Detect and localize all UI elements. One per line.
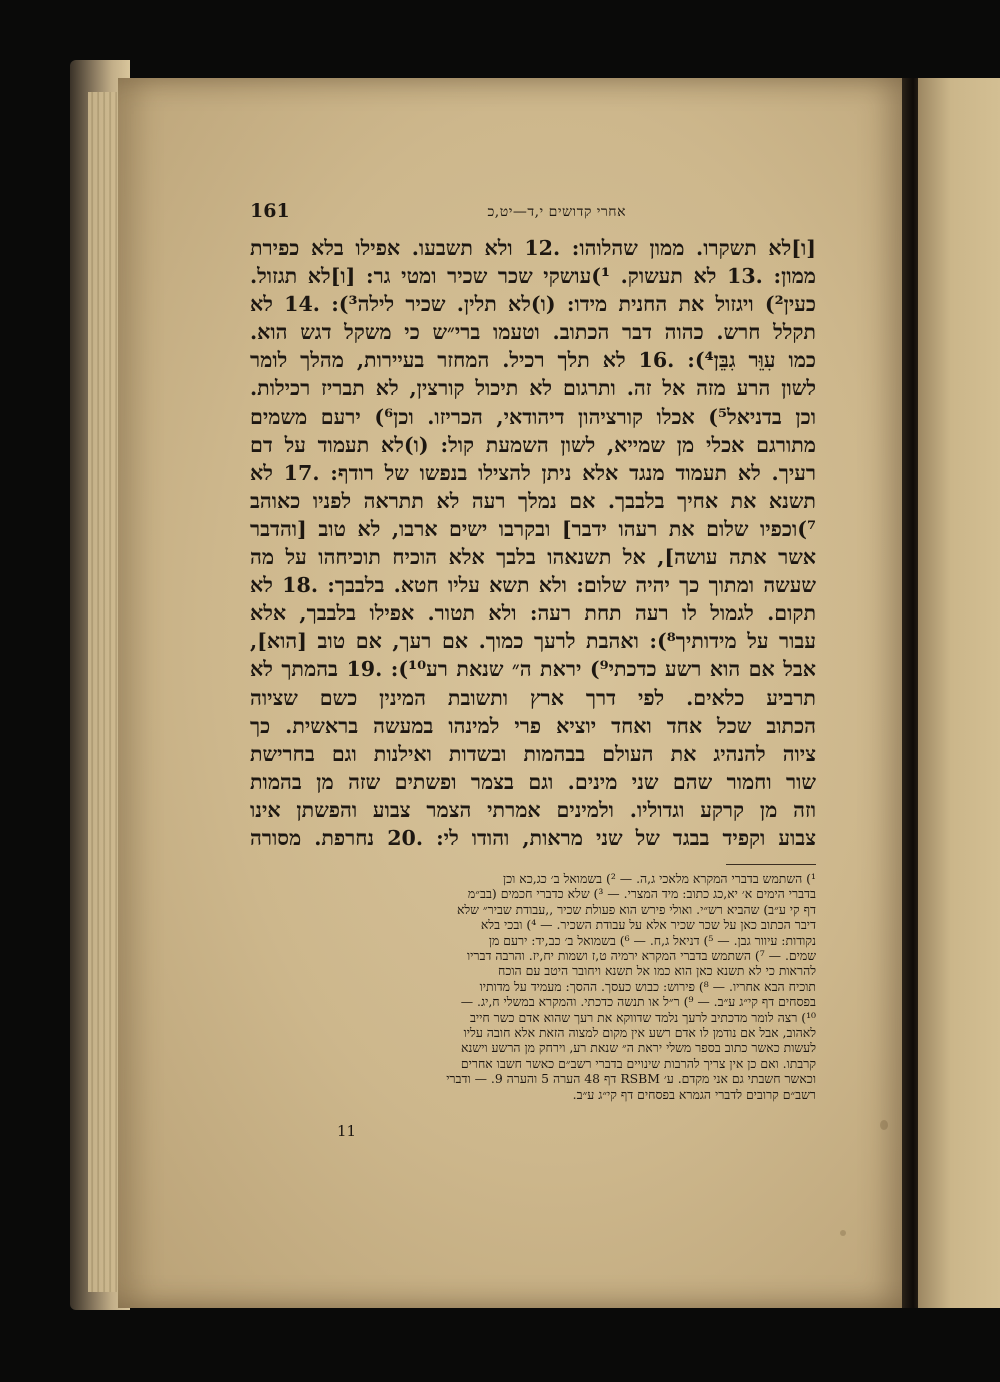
footnote-line: נקודות: עיוור גבן. — ⁵) דניאל ג,ח. — ⁶) בשמואל ב׳ כב,יד: ירעם מן <box>488 932 816 948</box>
footnote-line: תוכיח הבא אחריו. — ⁸) פירוש: כבוש כעסך. ההסך: מעמיד על מדותיו <box>479 978 816 994</box>
text-block <box>250 198 816 1148</box>
footnote-line: בדברי הימים א׳ יא,כג כתוב: מיד המצרי. — ³) שלא כדברי חכמים (בב״מ <box>467 886 816 902</box>
footnote-line: דיבר הכתוב כאן על שכר שכיר אלא על עבודת השכיר. — ⁴) ובכי בלא <box>480 917 816 933</box>
text-line: שעשה ומתוך כך יהיה שלום: ולא תשא עליו חטא. בלבבך: .18 לא <box>250 573 816 598</box>
footnote-line: וכאשר חשבתי גם אני מקדם. ע׳ RSBM דף 48 הערה 5 והערה 9. — ודברי <box>446 1071 816 1087</box>
footnote-line: קרבתו. ואם כן אין צריך להרבות שינויים בדברי רשב״ם כאשר חשבו אחרים <box>460 1055 816 1071</box>
footnote-line: רשב״ם קרובים לדברי הגמרא בפסחים דף קי״ג ע״ב. <box>572 1086 816 1102</box>
text-line: תקלל חרש. כהוה דבר הכתוב. וטעמו ברי״ש כי משקל דגש הוא. <box>250 320 816 345</box>
text-line: לשון הרע מזה אל זה. ותרגום לא תיכול קורצין, לא תבריז רכילות. <box>250 376 816 401</box>
text-line: ⁷)וכפיו שלום את רעהו ידבר] ובקרבו ישים ארבו, לא טוב [והדבר <box>250 516 816 541</box>
page-number: 161 <box>250 200 290 222</box>
footnote-line: ¹) השתמש בדברי המקרא מלאכי ג,ה. — ²) בשמואל ב׳ כג,כא וכן <box>502 871 816 887</box>
footnote-line: בפסחים דף קי״ג ע״ב. — ⁹) ר״ל או תנשה כדכתי. והמקרא במשלי ח,יג. — <box>460 994 816 1010</box>
text-line: [ו]לא תשקרו. ממון שהלוהו: .12 ולא תשבעו. אפילו בלא כפירת <box>250 236 816 260</box>
text-line: כעין²) ויגזול את החנית מידו: (ו)לא תלין. שכיר לילה³): .14 לא <box>250 292 816 317</box>
text-line: ממון: .13 לא תעשוק. ¹)עושקי שכר שכיר ומטי גר: [ו]לא תגזול. <box>250 264 816 289</box>
main-commentary-text <box>250 234 816 852</box>
text-line: תרביע כלאים. לפי דרך ארץ ותשובת המינין כשם שציוה <box>250 685 816 710</box>
text-line: וזה מן קרקע וגדוליו. ולמינים אמרתי הצמר צבוע והפשתן אינו <box>250 797 816 822</box>
text-line: הכתוב שכל אחד ואחד יוציא פרי למינהו במעשה בראשית. כך <box>250 713 816 738</box>
text-line: אשר אתה עושה], אל תשנאהו בלבך אלא הוכיח תוכיחהו על מה <box>250 545 816 570</box>
footnote-divider <box>726 864 816 865</box>
text-line: כמו עִוֵּר גִבֵּן⁴): .16 לא תלך רכיל. המחזר בעיירות, מהלך לומר <box>250 348 816 373</box>
paper-stain <box>840 1230 846 1236</box>
footnote-line: ¹⁰) רצה לומר מדכתיב לרעך נלמד שדווקא את רעך שהוא אדם כשר חייב <box>469 1009 816 1025</box>
running-head: אחרי קדושים י,ד—יט,כ <box>487 204 626 220</box>
text-line: רעיך. לא תעמוד מנגד אלא ניתן להצילו בנפשו של רודף: .17 לא <box>250 460 816 485</box>
page-header <box>250 198 816 234</box>
text-line: וכן בדניאל⁵) אכלו קורציהון דיהודאי, הכריזו. וכן⁶) ירעם משמים <box>250 404 816 429</box>
footnote-line: דף קי ע״ב) שהביא רש״י. ואולי פירש הוא פעולת שכיר ,,עבודת שביר״ שלא <box>456 901 816 917</box>
signature-mark: 11 <box>337 1122 357 1140</box>
text-line: עבור על מידותיך⁸): ואהבת לרעך כמוך. אם רעך, אם טוב [הוא], <box>250 629 816 654</box>
text-line: שור וחמור שהם שני מינים. וגם בצמר ופשתים שזה מן בהמות <box>250 769 816 794</box>
footnote-line: שמים. — ⁷) השתמש בדברי המקרא ירמיה ט,ז ושמות יח,יז. והרבה דבריו <box>466 948 816 964</box>
text-line: תקום. לגמול לו רעה תחת רעה: ולא תטור. אפילו בלבבך, אלא <box>250 601 816 626</box>
text-line: אבל אם הוא רשע כדכתי⁹) יראת ה״ שנאת רע¹⁰): .19 בהמתך לא <box>250 657 816 682</box>
footnotes <box>250 871 816 1102</box>
text-line: מתורגם אכלי מן שמייא, לשון השמעת קול: (ו)לא תעמוד על דם <box>250 432 816 457</box>
footnote-line: לאהוב, אבל אם נודמן לו אדם רשע אין מקום למצוה הזאת אלא חובה עליו <box>463 1024 816 1040</box>
text-line: ציוה להנהיג את העולם בבהמות ובשדות ואילנות וגם בחרישת <box>250 741 816 766</box>
text-line: תשנא את אחיך בלבבך. אם נמלך רעה לא תתראה לפניו כאוהב <box>250 488 816 513</box>
footnote-line: לעשות כאשר כתוב בספר משלי יראת ה״ שנאת רע, וירחק מן הרשע וישנא <box>460 1040 816 1056</box>
facing-page-edge <box>918 78 1000 1308</box>
paper-stain <box>880 1120 888 1130</box>
footnote-line: להראות כי לא תשנא כאן הוא כמו אל תשנא ויחובר היטב עם הוכח <box>498 963 816 979</box>
text-line: צבוע וקפיד בבגד של שני מראות, והודו לי: .20 נחרפת. מסורה <box>250 825 816 850</box>
